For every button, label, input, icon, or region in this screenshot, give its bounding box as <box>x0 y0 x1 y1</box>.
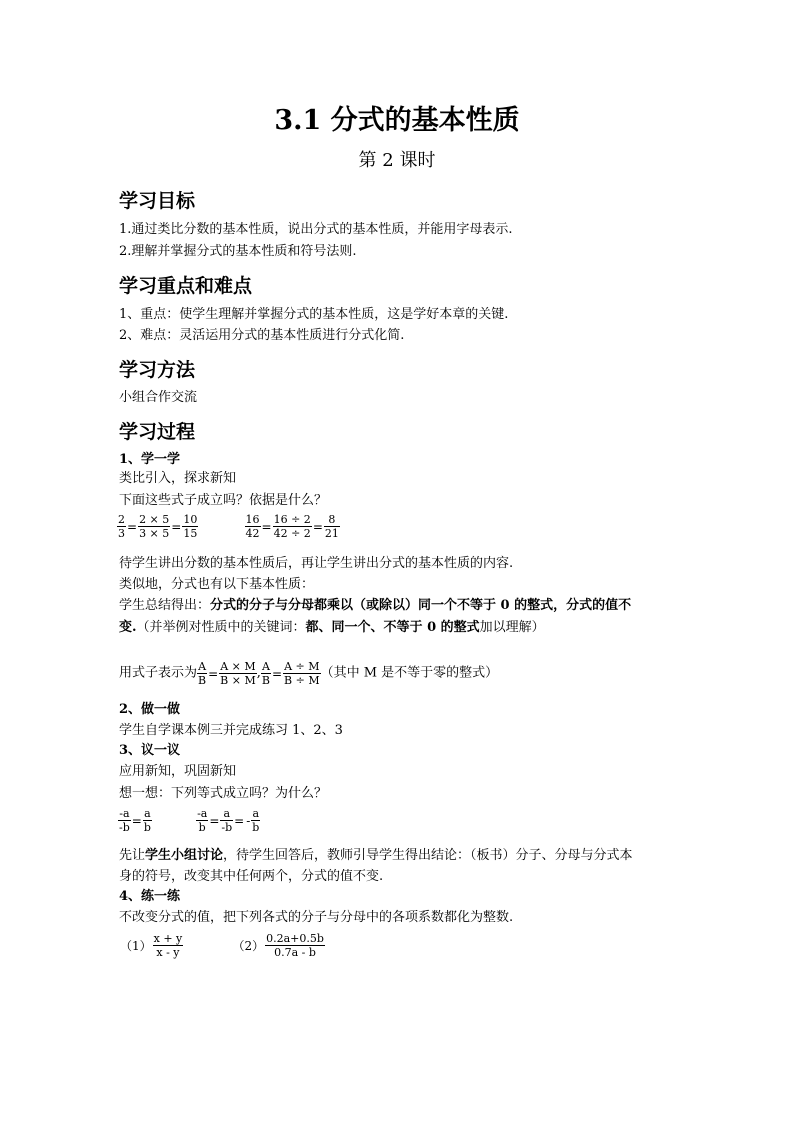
property-formula: 用式子表示为 $\frac{A}{B}$ = $\frac{A \times M}{B \times M}$ , $\frac{A}{B}$ = $\frac{A \div M}{B \div M}$ （其中 M 是不等于零的整式） <box>119 660 499 687</box>
learn-line-3: 待学生讲出分数的基本性质后，再让学生讲出分式的基本性质的内容. <box>119 556 514 571</box>
fraction: $\frac{-a}{-b}$ <box>119 807 130 834</box>
fraction: $\frac{10}{15}$ <box>183 513 198 540</box>
practice-text: 不改变分式的值，把下列各式的分子与分母中的各项系数都化为整数. <box>119 910 514 925</box>
page-subtitle: 第 2 课时 <box>358 150 436 171</box>
discuss-line-3: 先让学生小组讨论，待学生回答后，教师引导学生得出结论：（板书）分子、分母与分式本 <box>119 848 633 863</box>
practice-questions: （1） $\frac{x + y}{x - y}$ （2） $\frac{0.2a+0.5b}{0.7a - b}$ <box>120 932 324 959</box>
fraction: $\frac{-a}{b}$ <box>197 807 208 834</box>
key-heading: 学习重点和难点 <box>119 275 253 297</box>
discuss-line-2: 想一想：下列等式成立吗？为什么？ <box>119 786 328 801</box>
fraction: $\frac{A}{B}$ <box>261 660 270 687</box>
goal-item-2: 2.理解并掌握分式的基本性质和符号法则. <box>119 244 357 259</box>
goal-item-1: 1.通过类比分数的基本性质，说出分式的基本性质，并能用字母表示. <box>119 222 513 237</box>
fraction: $\frac{16 \div 2}{42 \div 2}$ <box>273 513 311 540</box>
fraction: $\frac{A \times M}{B \times M}$ <box>220 660 256 687</box>
fraction: $\frac{A \div M}{B \div M}$ <box>284 660 320 687</box>
key-item-2: 2、难点：灵活运用分式的基本性质进行分式化简. <box>119 328 405 343</box>
learn-heading: 1、学一学 <box>119 452 181 467</box>
discuss-line-4: 身的符号，改变其中任何两个，分式的值不变. <box>119 869 384 884</box>
fraction: $\frac{2}{3}$ <box>118 513 125 540</box>
discuss-line-1: 应用新知，巩固新知 <box>119 764 237 779</box>
process-heading: 学习过程 <box>119 421 196 443</box>
practice-heading: 4、练一练 <box>119 889 181 904</box>
learn-line-2: 下面这些式子成立吗？依据是什么？ <box>119 493 328 508</box>
property-statement-cont: 变.（并举例对性质中的关键词：都、同一个、不等于 0 的整式加以理解） <box>119 620 545 635</box>
learn-line-4: 类似地，分式也有以下基本性质： <box>119 577 315 592</box>
fraction: $\frac{16}{42}$ <box>245 513 260 540</box>
fraction: $\frac{A}{B}$ <box>198 660 207 687</box>
do-heading: 2、做一做 <box>119 702 181 717</box>
method-heading: 学习方法 <box>119 359 196 381</box>
fraction: $\frac{0.2a+0.5b}{0.7a - b}$ <box>266 932 324 959</box>
property-statement: 学生总结得出：分式的分子与分母都乘以（或除以）同一个不等于 0 的整式，分式的值不 <box>119 598 632 613</box>
goals-heading: 学习目标 <box>119 190 196 212</box>
fraction: $\frac{8}{21}$ <box>324 513 339 540</box>
method-text: 小组合作交流 <box>119 390 198 405</box>
fraction-example-row: $\frac{2}{3}$ = $\frac{2 \times 5}{3 \times 5}$ = $\frac{10}{15}$ $\frac{16}{42}$ = $\frac{16 \div 2}{42 \div 2}$ = $\frac{8}{21}$ <box>118 513 339 540</box>
discuss-heading: 3、议一议 <box>119 743 181 758</box>
learn-line-1: 类比引入，探求新知 <box>119 471 237 486</box>
sign-rule-equations: $\frac{-a}{-b}$ = $\frac{a}{b}$ $\frac{-a}{b}$ = $\frac{a}{-b}$ = - $\frac{a}{b}$ <box>119 807 260 834</box>
do-text: 学生自学课本例三并完成练习 1、2、3 <box>119 723 343 738</box>
fraction: $\frac{a}{b}$ <box>252 807 260 834</box>
page-title: 3.1 分式的基本性质 <box>274 105 520 136</box>
fraction: $\frac{a}{b}$ <box>143 807 151 834</box>
key-item-1: 1、重点：使学生理解并掌握分式的基本性质，这是学好本章的关键. <box>119 307 509 322</box>
fraction: $\frac{2 \times 5}{3 \times 5}$ <box>139 513 170 540</box>
fraction: $\frac{a}{-b}$ <box>221 807 233 834</box>
fraction: $\frac{x + y}{x - y}$ <box>153 932 183 959</box>
